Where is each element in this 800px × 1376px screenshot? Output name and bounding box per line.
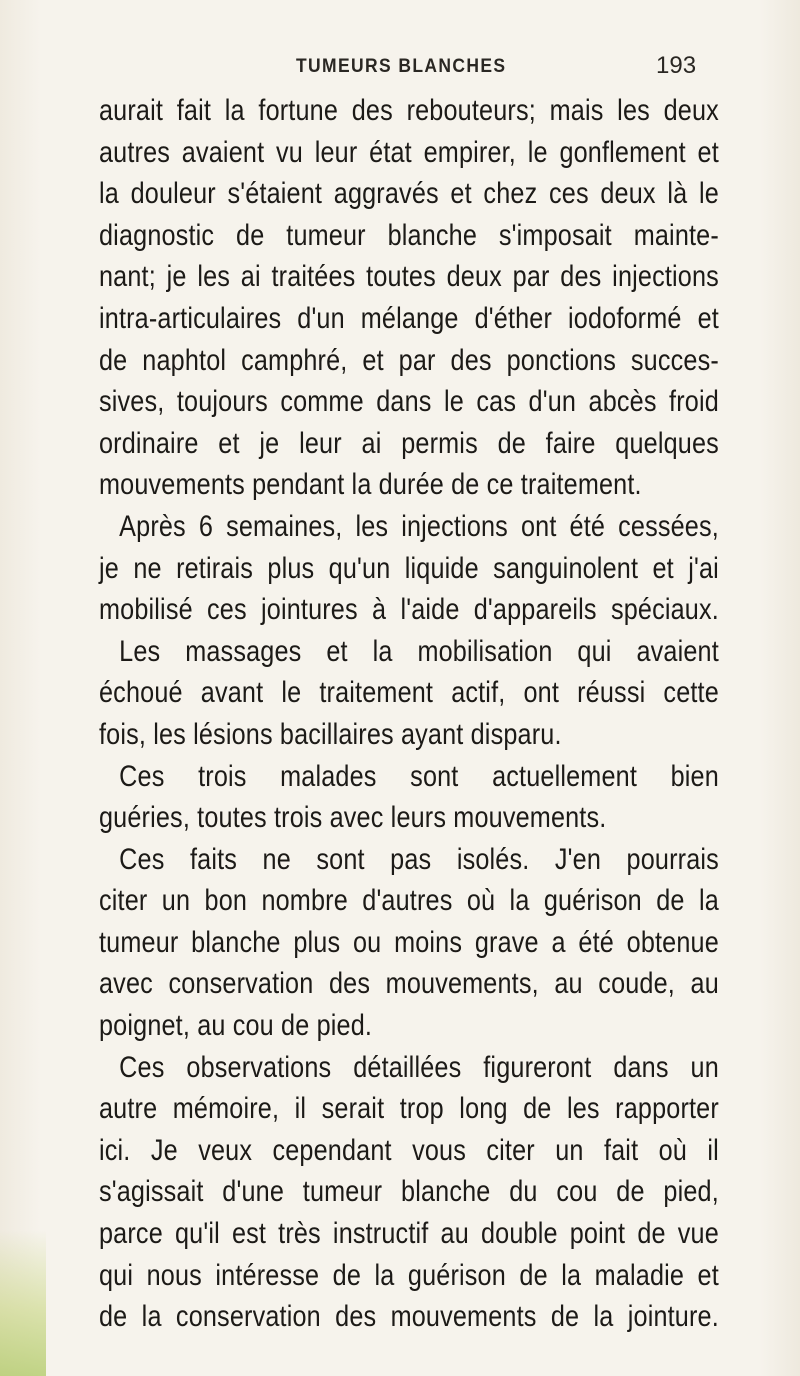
text-line-21: tumeur blanche plus ou moins grave a été obtenue xyxy=(99,925,719,959)
text-line-3: la douleur s'étaient aggravés et chez ces deux là le xyxy=(99,177,719,211)
text-line-28: parce qu'il est très instructif au double point de vue xyxy=(99,1217,719,1251)
text-line-7: de naphtol camphré, et par des ponctions succes- xyxy=(99,343,719,377)
text-line-25: autre mémoire, il serait trop long de les rapporter xyxy=(99,1092,719,1126)
text-line-2: autres avaient vu leur état empirer, le gonflement et xyxy=(99,135,719,169)
text-line-16: fois, les lésions bacillaires ayant disparu. xyxy=(99,717,562,751)
text-line-1: aurait fait la fortune des rebouteurs; mais les deux xyxy=(99,94,719,127)
text-line-27: s'agissait d'une tumeur blanche du cou de pied, xyxy=(99,1175,719,1209)
text-line-29: qui nous intéresse de la guérison de la maladie et xyxy=(99,1258,719,1292)
text-line-20: citer un bon nombre d'autres où la guérison de la xyxy=(99,884,719,918)
text-line-19: Ces faits ne sont pas isolés. J'en pourrais xyxy=(119,842,719,876)
page-edge-stain xyxy=(0,1230,46,1376)
text-line-23: poignet, au cou de pied. xyxy=(99,1009,373,1043)
text-line-8: sives, toujours comme dans le cas d'un abcès froid xyxy=(99,385,719,419)
text-line-30: de la conservation des mouvements de la jointure. xyxy=(99,1300,719,1334)
text-line-18: guéries, toutes trois avec leurs mouvements. xyxy=(99,801,607,835)
text-line-9: ordinaire et je leur ai permis de faire quelques xyxy=(99,426,719,460)
text-line-11: Après 6 semaines, les injections ont été cessées, xyxy=(119,509,719,543)
body-text xyxy=(99,90,719,1338)
text-line-17: Ces trois malades sont actuellement bien xyxy=(119,759,719,793)
text-line-22: avec conservation des mouvements, au coude, au xyxy=(99,967,719,1001)
text-line-26: ici. Je veux cependant vous citer un fait où il xyxy=(99,1133,719,1167)
text-line-12: je ne retirais plus qu'un liquide sanguinolent et j'ai xyxy=(99,551,719,585)
text-line-24: Ces observations détaillées figureront dans un xyxy=(119,1050,719,1084)
page-number: 193 xyxy=(656,52,697,79)
text-line-6: intra-articulaires d'un mélange d'éther iodoformé et xyxy=(99,301,719,335)
text-line-5: nant; je les ai traitées toutes deux par des injections xyxy=(99,260,719,294)
text-line-13: mobilisé ces jointures à l'aide d'appareils spéciaux. xyxy=(99,593,719,627)
text-line-14: Les massages et la mobilisation qui avaient xyxy=(119,634,719,668)
text-line-10: mouvements pendant la durée de ce traitement. xyxy=(99,468,642,502)
text-line-4: diagnostic de tumeur blanche s'imposait mainte- xyxy=(99,218,719,252)
page-header xyxy=(0,50,800,90)
text-line-15: échoué avant le traitement actif, ont réussi cette xyxy=(99,676,719,710)
running-head: TUMEURS BLANCHES xyxy=(296,56,507,77)
